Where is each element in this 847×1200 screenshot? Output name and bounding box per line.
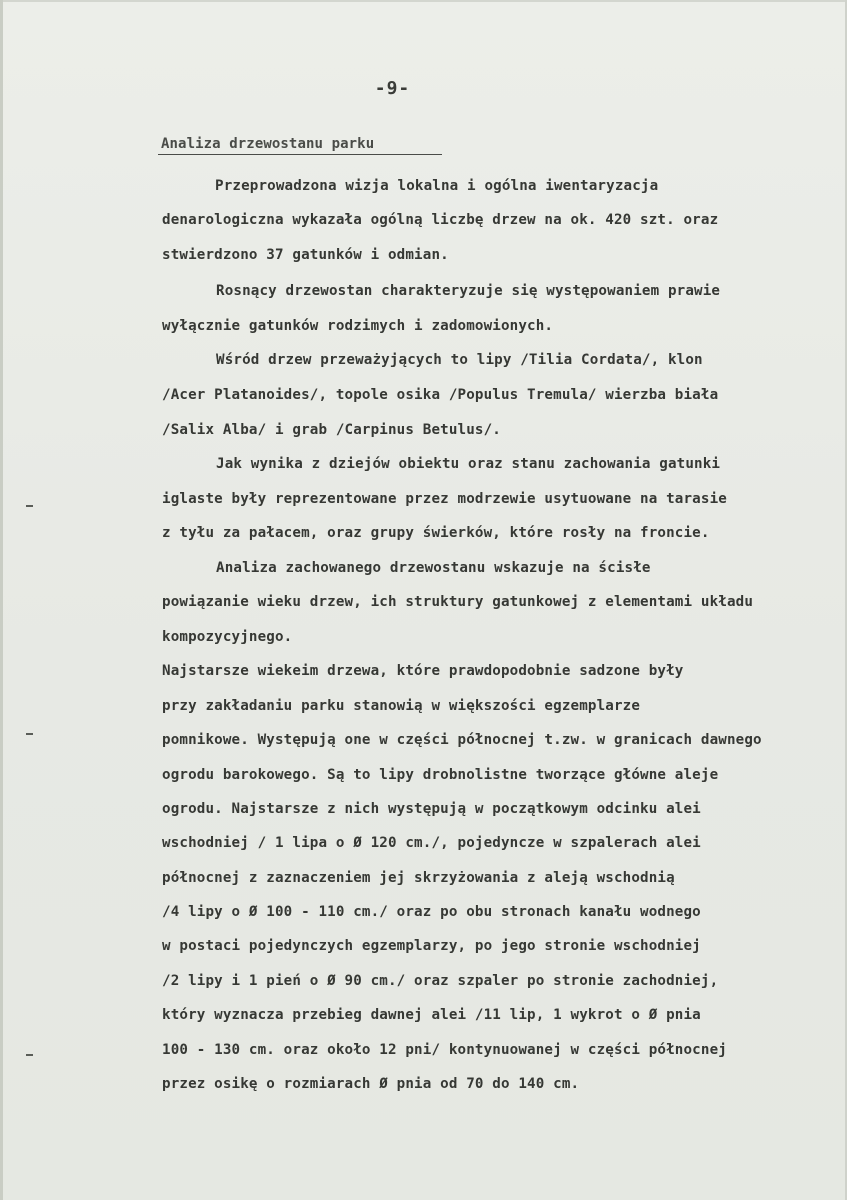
- text-line: wyłącznie gatunków rodzimych i zadomowionych.: [162, 318, 554, 334]
- text-line: Przeprowadzona wizja lokalna i ogólna iwentaryzacja: [215, 178, 659, 194]
- text-line: stwierdzono 37 gatunków i odmian.: [162, 247, 449, 263]
- text-line: /Acer Platanoides/, topole osika /Populus Tremula/ wierzba biała: [162, 387, 719, 403]
- text-line: 100 - 130 cm. oraz około 12 pni/ kontynuowanej w części północnej: [162, 1042, 727, 1058]
- text-line: przez osikę o rozmiarach Ø pnia od 70 do 140 cm.: [162, 1076, 580, 1092]
- text-line: /2 lipy i 1 pień o Ø 90 cm./ oraz szpaler po stronie zachodniej,: [162, 973, 719, 989]
- text-line: który wyznacza przebieg dawnej alei /11 lip, 1 wykrot o Ø pnia: [162, 1007, 701, 1023]
- text-line: wschodniej / 1 lipa o Ø 120 cm./, pojedyncze w szpalerach alei: [162, 835, 701, 851]
- text-line: kompozycyjnego.: [162, 629, 293, 645]
- text-line: Analiza zachowanego drzewostanu wskazuje na ścisłe: [216, 560, 651, 576]
- text-line: Najstarsze wiekeim drzewa, które prawdopodobnie sadzone były: [162, 663, 684, 679]
- text-line: ogrodu barokowego. Są to lipy drobnolistne tworzące główne aleje: [162, 767, 719, 783]
- text-line: denarologiczna wykazała ogólną liczbę drzew na ok. 420 szt. oraz: [162, 212, 719, 228]
- text-line: północnej z zaznaczeniem jej skrzyżowania z aleją wschodnią: [162, 870, 675, 886]
- text-line: pomnikowe. Występują one w części północnej t.zw. w granicach dawnego: [162, 732, 762, 748]
- text-line: iglaste były reprezentowane przez modrzewie usytuowane na tarasie: [162, 491, 727, 507]
- page-number: -9-: [374, 78, 411, 99]
- binding-hole-mark: [26, 505, 33, 507]
- text-line: /Salix Alba/ i grab /Carpinus Betulus/.: [162, 422, 501, 438]
- text-line: Rosnący drzewostan charakteryzuje się występowaniem prawie: [216, 283, 721, 299]
- text-line: ogrodu. Najstarsze z nich występują w początkowym odcinku alei: [162, 801, 701, 817]
- text-line: Jak wynika z dziejów obiektu oraz stanu zachowania gatunki: [216, 456, 721, 472]
- text-line: Wśród drzew przeważyjących to lipy /Tilia Cordata/, klon: [216, 352, 703, 368]
- text-line: powiązanie wieku drzew, ich struktury gatunkowej z elementami układu: [162, 594, 754, 610]
- binding-hole-mark: [26, 1054, 33, 1056]
- section-heading: Analiza drzewostanu parku: [161, 136, 375, 152]
- page-top-edge: [0, 0, 847, 2]
- heading-underline: [158, 154, 442, 155]
- page-left-edge: [0, 0, 3, 1200]
- binding-hole-mark: [26, 733, 33, 735]
- text-line: w postaci pojedynczych egzemplarzy, po jego stronie wschodniej: [162, 938, 701, 954]
- text-line: przy zakładaniu parku stanowią w większości egzemplarze: [162, 698, 641, 714]
- text-line: z tyłu za pałacem, oraz grupy świerków, które rosły na froncie.: [162, 525, 710, 541]
- text-line: /4 lipy o Ø 100 - 110 cm./ oraz po obu stronach kanału wodnego: [162, 904, 701, 920]
